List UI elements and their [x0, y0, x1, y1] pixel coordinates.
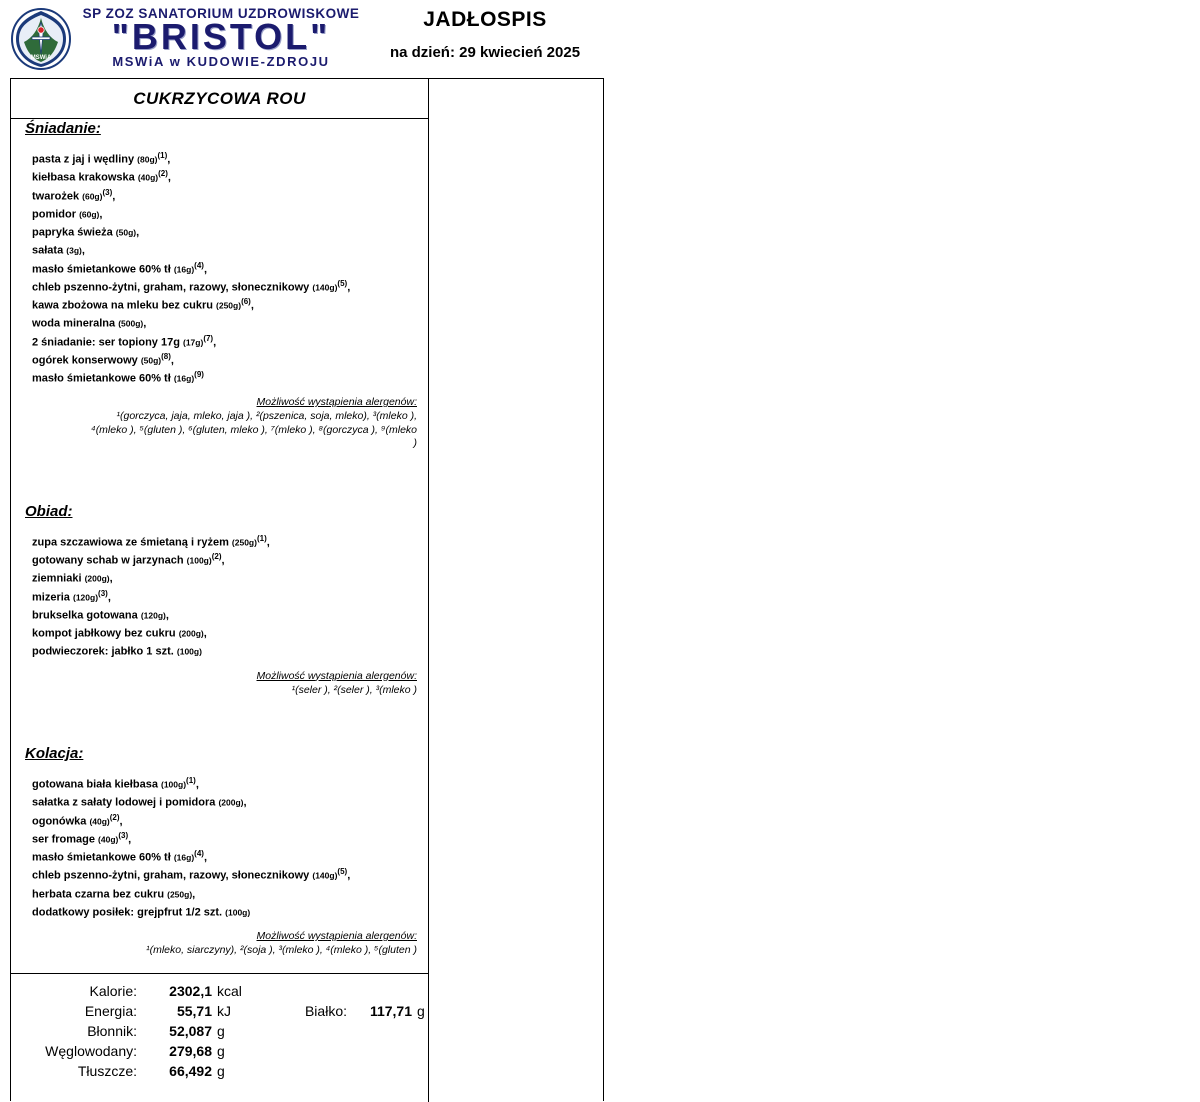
summary-label: Tłuszcze:	[77, 1063, 137, 1079]
list-item	[32, 829, 428, 847]
list-item	[32, 865, 428, 883]
dish-name: mizeria	[32, 591, 70, 604]
dish-name: dodatkowy posiłek: grejpfrut 1/2 szt.	[32, 906, 223, 919]
document-header	[0, 0, 604, 78]
dish-name: zupa szczawiowa ze śmietaną i ryżem	[32, 536, 229, 549]
separator: ,	[170, 354, 174, 367]
dish-name: herbata czarna bez cukru	[32, 888, 165, 901]
section-spacer	[11, 451, 428, 503]
allergen-ref: (1)	[256, 533, 267, 543]
list-item	[32, 167, 428, 185]
separator: ,	[203, 263, 207, 276]
summary-row	[11, 1023, 428, 1043]
dish-name: kiełbasa krakowska	[32, 171, 135, 184]
allergen-block	[25, 926, 417, 958]
dish-name: sałata	[32, 244, 64, 257]
dish-weight: (140g)	[312, 282, 338, 293]
summary-value: 55,71	[176, 1003, 212, 1019]
meal-items-list	[32, 774, 428, 920]
summary-unit: g	[217, 1023, 225, 1039]
separator: ,	[221, 554, 225, 567]
separator: ,	[128, 833, 132, 846]
list-item	[32, 350, 428, 368]
summary-label: Węglowodany:	[45, 1043, 137, 1059]
list-item	[32, 368, 428, 386]
allergen-block	[25, 666, 417, 698]
separator: ,	[195, 778, 199, 791]
dish-name: pasta z jaj i wędliny	[32, 153, 135, 166]
brand-top-line: SP ZOZ SANATORIUM UZDROWISKOWE	[82, 6, 360, 21]
list-item	[32, 568, 428, 586]
meal-section-dinner	[11, 745, 428, 958]
list-item	[32, 847, 428, 865]
list-item	[32, 811, 428, 829]
summary-row	[11, 1063, 428, 1083]
summary-unit: kcal	[217, 983, 242, 999]
list-item	[32, 186, 428, 204]
separator: ,	[165, 609, 169, 622]
separator: ,	[203, 851, 207, 864]
allergen-heading: Możliwość wystąpienia alergenów:	[256, 669, 417, 682]
separator: ,	[203, 627, 207, 640]
nutrition-summary	[11, 973, 428, 1101]
allergen-ref: (3)	[102, 187, 113, 197]
meal-heading: Kolacja:	[25, 745, 84, 762]
separator: ,	[107, 591, 111, 604]
dish-weight: (40g)	[89, 816, 110, 827]
dish-weight: (250g)	[216, 300, 242, 311]
separator: ,	[347, 281, 351, 294]
dish-name: ogórek konserwowy	[32, 354, 138, 367]
dish-name: papryka świeża	[32, 226, 113, 239]
separator: ,	[243, 796, 247, 809]
dish-name: chleb pszenno-żytni, graham, razowy, słonecznikowy	[32, 281, 310, 294]
summary-value: 2302,1	[169, 983, 212, 999]
column-divider	[428, 79, 429, 1102]
dish-weight: (16g)	[173, 852, 195, 863]
allergen-ref: (7)	[203, 333, 214, 343]
summary-value: 279,68	[169, 1043, 212, 1059]
dish-weight: (140g)	[312, 870, 338, 881]
summary-unit: g	[217, 1043, 225, 1059]
dish-name: twarożek	[32, 190, 80, 203]
dish-name: masło śmietankowe 60% tł	[32, 263, 171, 276]
list-item	[32, 641, 428, 659]
dish-weight: (17g)	[183, 337, 204, 348]
separator: ,	[213, 336, 217, 349]
separator: ,	[136, 226, 140, 239]
brand-subtitle: MSWiA w KUDOWIE-ZDROJU	[112, 54, 330, 69]
separator: ,	[99, 208, 103, 221]
list-item	[32, 902, 428, 920]
allergen-ref: (8)	[161, 351, 171, 361]
allergen-line: ⁴(mleko ), ⁵(gluten ), ⁶(gluten, mleko ), ⁷(mleko ), ⁸(gorczyca ), ⁹(mleko	[91, 423, 417, 436]
allergen-ref: (3)	[118, 830, 129, 840]
document-date: na dzień: 29 kwiecień 2025	[389, 44, 581, 61]
dish-name: podwieczorek: jabłko 1 szt.	[32, 645, 174, 658]
list-item	[32, 774, 428, 792]
allergen-line: )	[413, 437, 417, 450]
dish-name: kawa zbożowa na mleku bez cukru	[32, 299, 213, 312]
brand-block	[76, 6, 366, 69]
dish-weight: (100g)	[176, 646, 202, 657]
dish-name: masło śmietankowe 60% tł	[32, 851, 171, 864]
separator: ,	[347, 869, 351, 882]
dish-name: gotowany schab w jarzynach	[32, 554, 184, 567]
allergen-line: ¹(gorczyca, jaja, mleko, jaja ), ²(pszenica, soja, mleko), ³(mleko ),	[116, 410, 417, 423]
dish-weight: (80g)	[137, 154, 158, 165]
allergen-ref: (9)	[194, 370, 204, 379]
list-item	[32, 550, 428, 568]
summary-value-protein: 117,71	[369, 1003, 412, 1019]
dish-weight: (50g)	[140, 355, 162, 366]
allergen-heading: Możliwość wystąpienia alergenów:	[256, 930, 417, 942]
summary-label-protein: Białko:	[304, 1003, 347, 1019]
dish-weight: (16g)	[173, 373, 195, 384]
meal-items-list	[32, 149, 428, 386]
dish-name: ogonówka	[32, 815, 87, 828]
dish-name: masło śmietankowe 60% tł	[32, 372, 171, 385]
separator: ,	[112, 190, 116, 203]
list-item	[32, 532, 428, 550]
dish-weight: (60g)	[79, 209, 100, 220]
summary-unit-protein: g	[417, 1003, 425, 1019]
dish-name: gotowana biała kiełbasa	[32, 778, 158, 791]
summary-label: Energia:	[84, 1003, 137, 1019]
dish-weight: (60g)	[82, 191, 103, 202]
svg-text:MSWiA: MSWiA	[30, 55, 52, 61]
dish-name: ziemniaki	[32, 572, 82, 585]
allergen-ref: (6)	[241, 297, 251, 306]
allergen-ref: (3)	[98, 588, 108, 598]
list-item	[32, 295, 428, 313]
allergen-ref: (2)	[109, 812, 120, 822]
dish-weight: (200g)	[218, 797, 244, 808]
separator: ,	[250, 299, 254, 312]
dish-weight: (500g)	[118, 318, 144, 329]
dish-name: brukselka gotowana	[32, 609, 138, 622]
list-item	[32, 204, 428, 222]
dish-weight: (250g)	[231, 537, 257, 548]
allergen-heading: Możliwość wystąpienia alergenów:	[256, 396, 417, 409]
summary-label: Kalorie:	[89, 983, 137, 999]
allergen-ref: (4)	[194, 260, 204, 270]
dish-name: pomidor	[32, 208, 76, 221]
menu-frame	[10, 78, 604, 1101]
dish-name: 2 śniadanie: ser topiony 17g	[32, 336, 180, 349]
dish-weight: (40g)	[137, 172, 159, 183]
allergen-ref: (4)	[194, 849, 204, 858]
brand-name: "BRISTOL"	[111, 16, 331, 57]
list-item	[32, 332, 428, 350]
allergen-ref: (5)	[337, 867, 348, 877]
summary-unit: kJ	[217, 1003, 231, 1019]
dish-weight: (120g)	[72, 592, 99, 603]
dish-weight: (16g)	[173, 264, 195, 275]
allergen-ref: (1)	[186, 776, 196, 785]
allergen-block	[25, 392, 417, 451]
list-item	[32, 605, 428, 623]
list-item	[32, 149, 428, 167]
list-item	[32, 792, 428, 810]
dish-weight: (40g)	[98, 834, 119, 845]
list-item	[32, 277, 428, 295]
list-item	[32, 240, 428, 258]
allergen-line: ¹(seler ), ²(seler ), ³(mleko )	[291, 683, 417, 696]
dish-weight: (250g)	[167, 889, 193, 900]
separator: ,	[167, 153, 171, 166]
summary-row	[11, 1043, 428, 1063]
dish-name: chleb pszenno-żytni, graham, razowy, słonecznikowy	[32, 869, 310, 882]
separator: ,	[143, 317, 147, 330]
separator: ,	[167, 171, 171, 184]
meal-section-lunch	[11, 503, 428, 697]
summary-value: 52,087	[169, 1023, 212, 1039]
dish-name: kompot jabłkowy bez cukru	[32, 627, 176, 640]
summary-unit: g	[217, 1063, 225, 1079]
dish-weight: (200g)	[178, 628, 204, 639]
page-title: JADŁOSPIS	[423, 8, 547, 31]
allergen-line: ¹(mleko, siarczyny), ²(soja ), ³(mleko ), ⁴(mleko ), ⁵(gluten )	[146, 944, 417, 956]
dish-weight: (50g)	[115, 227, 137, 238]
allergen-ref: (1)	[157, 151, 168, 160]
dish-weight: (3g)	[66, 245, 82, 256]
diet-type-title: CUKRZYCOWA ROU	[11, 79, 428, 119]
list-item	[32, 222, 428, 240]
section-spacer	[11, 697, 428, 745]
summary-row	[11, 983, 428, 1003]
separator: ,	[81, 244, 85, 257]
summary-value: 66,492	[169, 1063, 212, 1079]
summary-row	[11, 1003, 428, 1023]
dish-weight: (200g)	[84, 573, 110, 584]
dish-weight: (100g)	[161, 779, 187, 790]
allergen-ref: (5)	[337, 278, 348, 288]
separator: ,	[109, 572, 113, 585]
dish-name: sałatka z sałaty lodowej i pomidora	[32, 796, 216, 809]
dish-name: ser fromage	[32, 833, 95, 846]
list-item	[32, 623, 428, 641]
allergen-ref: (2)	[211, 552, 222, 561]
meal-heading: Śniadanie:	[25, 120, 101, 137]
separator: ,	[266, 536, 270, 549]
title-block	[366, 8, 604, 61]
dish-name: woda mineralna	[32, 317, 116, 330]
summary-label: Błonnik:	[87, 1023, 137, 1039]
sanatorium-logo-icon	[10, 8, 72, 70]
dish-weight: (120g)	[140, 610, 166, 621]
list-item	[32, 587, 428, 605]
list-item	[32, 884, 428, 902]
list-item	[32, 259, 428, 277]
meal-section-breakfast	[11, 120, 428, 451]
dish-weight: (100g)	[186, 555, 212, 566]
meal-items-list	[32, 532, 428, 660]
meals-container	[11, 120, 428, 958]
allergen-ref: (2)	[158, 169, 168, 179]
separator: ,	[119, 815, 123, 828]
dish-weight: (100g)	[225, 907, 251, 918]
separator: ,	[192, 888, 196, 901]
list-item	[32, 313, 428, 331]
meal-heading: Obiad:	[25, 502, 73, 520]
